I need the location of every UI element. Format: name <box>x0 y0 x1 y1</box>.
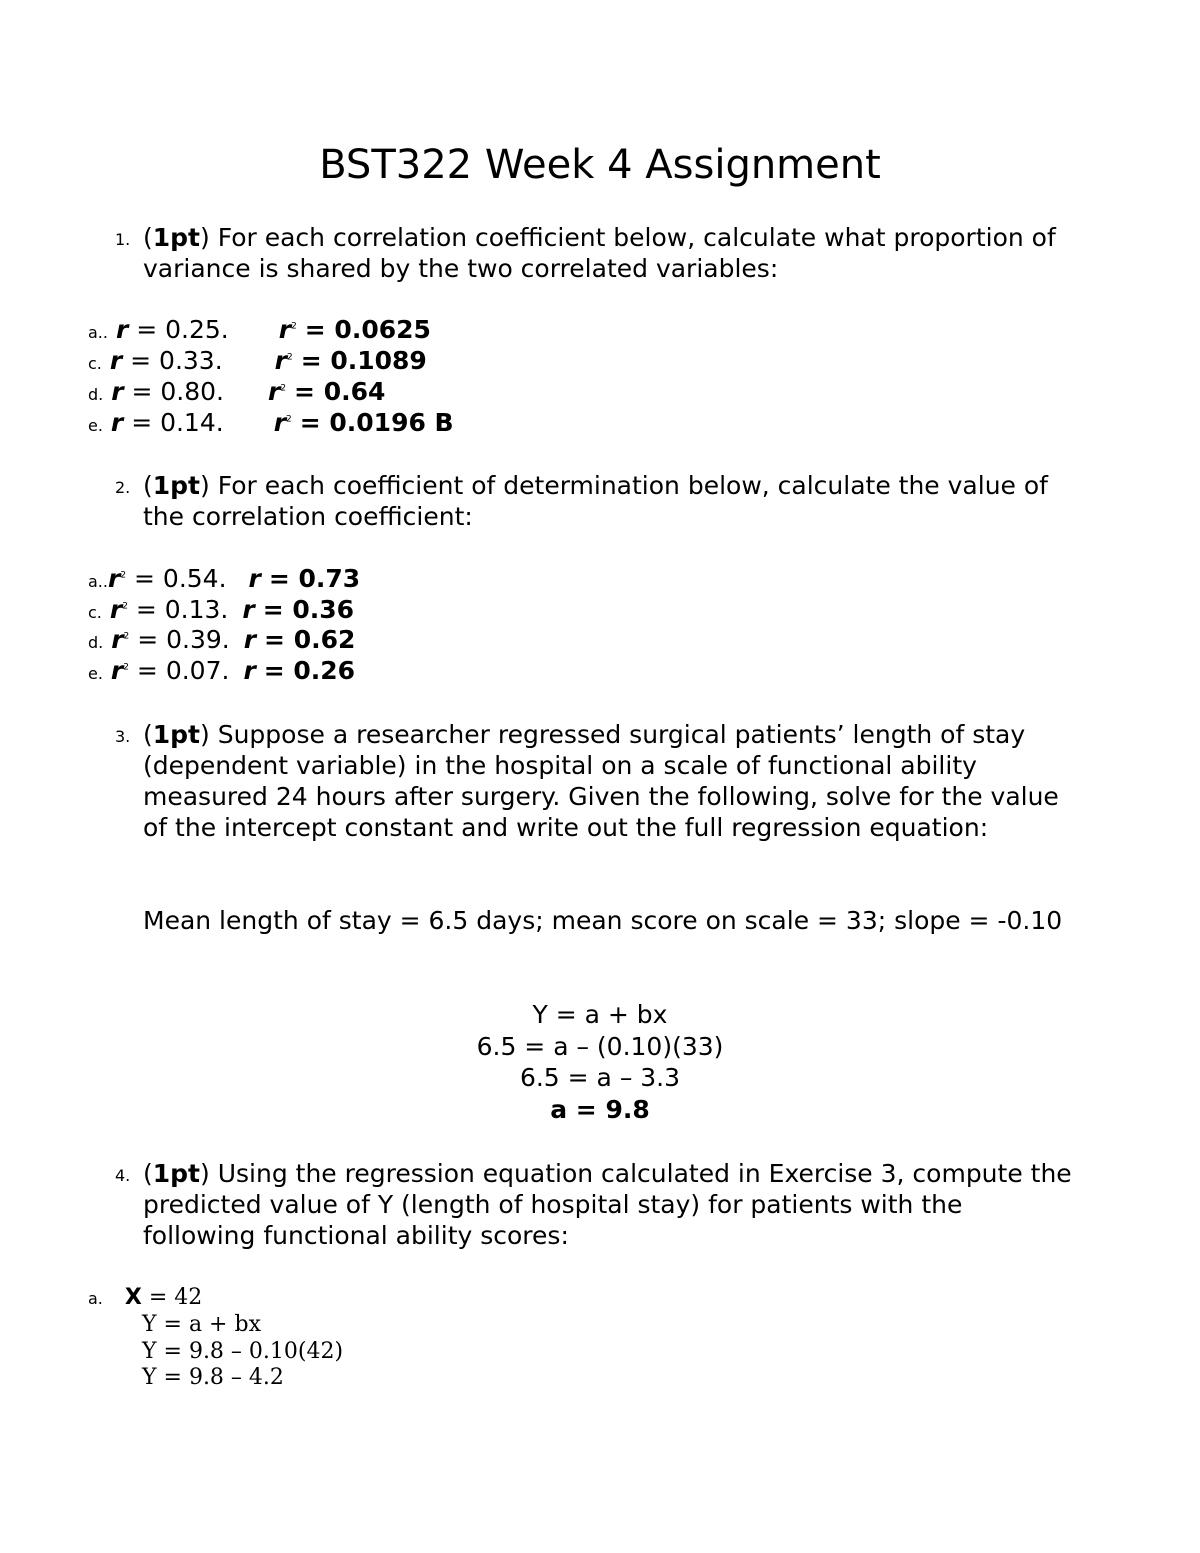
q1-item-d: d. r = 0.80. $r^2 = 0.64$ <box>88 377 386 406</box>
question-number: 2. <box>115 478 131 497</box>
question-number: 3. <box>115 727 131 746</box>
page-title: BST322 Week 4 Assignment <box>319 142 881 188</box>
q4-item-a: a. X = 42 <box>88 1285 203 1310</box>
equation-line: Y = a + bx <box>532 1000 668 1029</box>
answer: = 0.0625 <box>304 315 431 344</box>
question-text: Using the regression equation calculated in Exercise 3, compute the predicted value of Y (length of hospital stay) for patients with the following functional ability scores: <box>143 1159 1072 1250</box>
calc-line: Y = a + bx <box>142 1312 261 1337</box>
points-label: 1pt <box>152 223 201 252</box>
question-text: For each coefficient of determination below, calculate the value of the correlation coefficient: <box>143 471 1048 531</box>
calc-line: Y = 9.8 – 0.10(42) <box>142 1339 344 1364</box>
answer: = 0.26 <box>263 656 356 685</box>
answer: = 0.36 <box>262 595 355 624</box>
calc-line: Y = 9.8 – 4.2 <box>142 1365 284 1390</box>
question-text: For each correlation coefficient below, calculate what proportion of variance is shared by the two correlated variables: <box>143 223 1056 283</box>
points-label: 1pt <box>152 471 201 500</box>
q1-item-e: e. r = 0.14. $r^2 = 0.0196$ B <box>88 408 454 437</box>
q2-item-a: $a..r^2 = 0.54$. r = 0.73 <box>88 564 361 593</box>
q1-item-a: a.. r = 0.25. $r^2 = 0.0625$ <box>88 315 431 344</box>
answer: = 0.0196 B <box>299 408 454 437</box>
question-number: 1. <box>115 230 131 249</box>
answer: = 0.62 <box>264 625 356 654</box>
answer: = 0.1089 <box>300 346 427 375</box>
question-4: 4. (1pt) Using the regression equation calculated in Exercise 3, compute the predicted value of Y (length of hospital stay) for patients with the following functional ability scores: <box>115 1159 1072 1250</box>
equation-line: 6.5 = a – 3.3 <box>519 1063 681 1092</box>
q2-item-c: c. $r^2 = 0.13$. r = 0.36 <box>88 595 355 624</box>
answer: = 0.73 <box>268 564 361 593</box>
points-label: 1pt <box>152 720 201 749</box>
question-1: 1. (1pt) For each correlation coefficient below, calculate what proportion of variance is shared by the two correlated variables: <box>115 223 1056 283</box>
question-number: 4. <box>115 1166 131 1185</box>
points-label: 1pt <box>152 1159 201 1188</box>
question-2: 2. (1pt) For each coefficient of determination below, calculate the value of the correlation coefficient: <box>115 471 1048 531</box>
equation-result: a = 9.8 <box>550 1095 650 1124</box>
given-values: Mean length of stay = 6.5 days; mean score on scale = 33; slope = -0.10 <box>143 906 1063 935</box>
equation-line: 6.5 = a – (0.10)(33) <box>476 1032 724 1061</box>
q2-item-d: d. $r^2 = 0.39$. r = 0.62 <box>88 625 356 654</box>
answer: = 0.64 <box>294 377 386 406</box>
question-text: Suppose a researcher regressed surgical patients’ length of stay (dependent variable) in the hospital on a scale of functional ability measured 24 hours after surgery. Given the following, solve for the value of the intercept constant and write out the full regression equation: <box>143 720 1059 842</box>
question-3: 3. (1pt) Suppose a researcher regressed surgical patients’ length of stay (dependent variable) in the hospital on a scale of functional ability measured 24 hours after surgery. Given the following, solve for the value of the intercept constant and write out the full regression equation: <box>115 720 1059 842</box>
q1-item-c: c. r = 0.33. $r^2 = 0.1089$ <box>88 346 427 375</box>
q2-item-e: e. $r^2 = 0.07$. r = 0.26 <box>88 656 356 685</box>
